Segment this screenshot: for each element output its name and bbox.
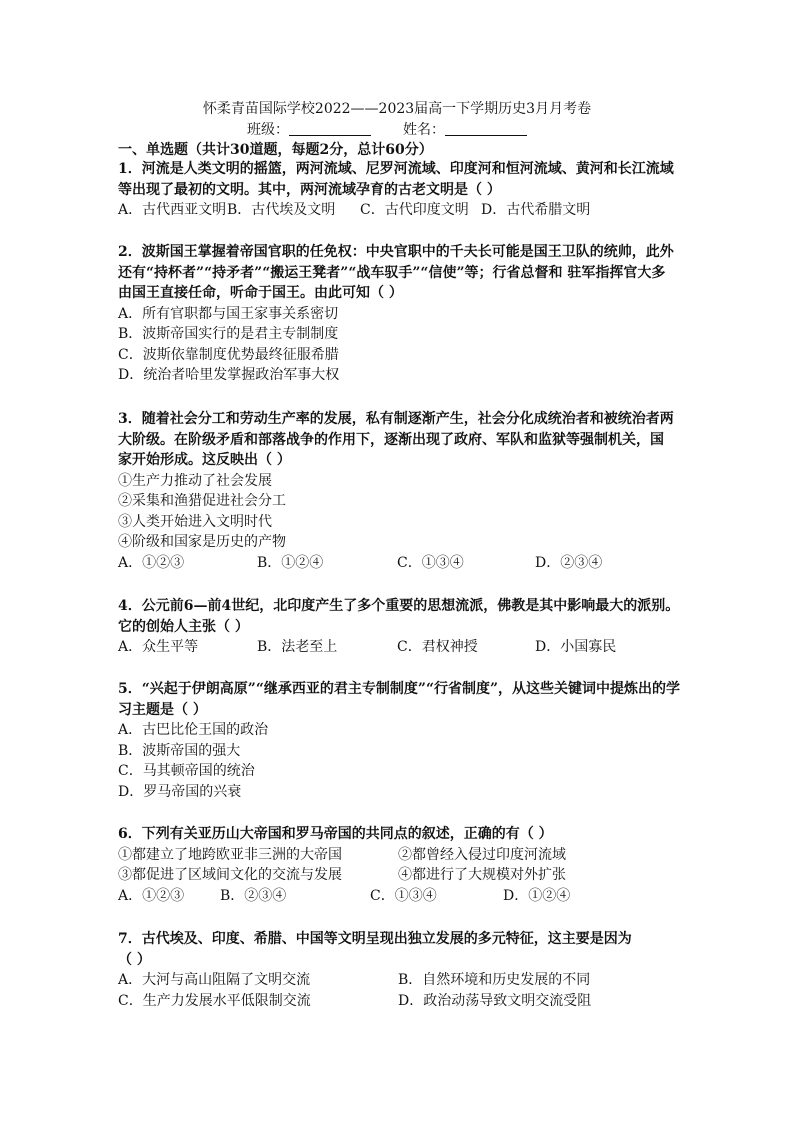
option-c[interactable]: C．①③④ (370, 887, 437, 904)
section-heading: 一、单选题（共计30道题，每题2分，总计60分） (118, 142, 433, 158)
statement-row (118, 845, 688, 866)
option-row (118, 970, 688, 991)
question-stem: 2．波斯国王掌握着帝国官职的任免权：中央官职中的千夫长可能是国王卫队的统帅，此外 还有“持杯者”“持矛者”“搬运王凳者”“战车驭手”“信使”等；行省总督和 驻军指挥官大多 由国王直接任命，听命于国王。由此可知（ ） (118, 244, 674, 301)
option-c[interactable]: C．古代印度文明 (360, 202, 469, 218)
option-b[interactable]: B．古代埃及文明 (227, 202, 336, 218)
question-7 (118, 929, 688, 1011)
option-d[interactable]: D．②③④ (535, 554, 603, 571)
option-d[interactable]: D．统治者哈里发掌握政治军事大权 (118, 367, 340, 383)
option-d[interactable]: D．小国寡民 (535, 639, 617, 655)
statement-1: ①都建立了地跨欧亚非三洲的大帝国 (118, 846, 342, 863)
option-a[interactable]: A．古巴比伦王国的政治 (118, 722, 269, 738)
statement-3: ③都促进了区域间文化的交流与发展 (118, 867, 342, 883)
option-a[interactable]: A．大河与高山阻隔了文明交流 (118, 972, 311, 988)
question-stem: 1．河流是人类文明的摇篮，两河流域、尼罗河流域、印度河和恒河流域、黄河和长江流域 等出现了最初的文明。其中，两河流域孕育的古老文明是（ ） (118, 161, 674, 198)
exam-title: 怀柔青苗国际学校2022——2023届高一下学期历史3月月考卷 (202, 101, 592, 117)
name-blank[interactable] (445, 121, 527, 136)
option-b[interactable]: B．自然环境和历史发展的不同 (398, 972, 591, 988)
question-stem: 3．随着社会分工和劳动生产率的发展，私有制逐渐产生，社会分化成统治者和被统治者两 大阶级。在阶级矛盾和部落战争的作用下，逐渐出现了政府、军队和监狱等强制机关，国 家开始形成。这反映出（ ） (118, 411, 674, 468)
option-row (118, 553, 688, 574)
option-d[interactable]: D．①②④ (503, 887, 571, 904)
class-label: 班级： (247, 122, 289, 138)
option-b[interactable]: B．①②④ (257, 554, 324, 571)
option-b[interactable]: B．②③④ (220, 887, 287, 904)
question-5 (118, 679, 688, 802)
statement-row (118, 865, 688, 886)
statement-1: ①生产力推动了社会发展 (118, 472, 272, 489)
option-c[interactable]: C．①③④ (397, 554, 464, 571)
option-c[interactable]: C．马其顿帝国的统治 (118, 763, 255, 779)
option-row (118, 886, 688, 907)
option-a[interactable]: A．①②③ (118, 887, 185, 904)
option-a[interactable]: A．所有官职都与国王家事关系密切 (118, 305, 339, 322)
option-b[interactable]: B．波斯帝国的强大 (118, 742, 241, 759)
statement-4: ④都进行了大规模对外扩张 (398, 867, 566, 883)
statement-3: ③人类开始进入文明时代 (118, 513, 272, 530)
option-d[interactable]: D．政治动荡导致文明交流受阻 (398, 992, 592, 1009)
option-a[interactable]: A．古代西亚文明 (118, 202, 227, 218)
student-info-line (247, 119, 533, 139)
option-c[interactable]: C．波斯依靠制度优势最终征服希腊 (118, 346, 339, 363)
name-label: 姓名： (403, 122, 445, 138)
option-a[interactable]: A．①②③ (118, 554, 185, 571)
option-c[interactable]: C．生产力发展水平低限制交流 (118, 992, 311, 1009)
option-d[interactable]: D．古代希腊文明 (481, 202, 591, 218)
option-row (118, 637, 688, 658)
option-c[interactable]: C．君权神授 (397, 639, 478, 655)
option-row (118, 200, 688, 221)
question-stem: 7．古代埃及、印度、希腊、中国等文明呈现出独立发展的多元特征，这主要是因为 （ ） (118, 931, 632, 968)
option-d[interactable]: D．罗马帝国的兴衰 (118, 783, 242, 800)
class-blank[interactable] (289, 121, 371, 136)
question-6 (118, 824, 688, 906)
question-stem: 5．“兴起于伊朗高原”“继承西亚的君主专制制度”“行省制度”，从这些关键词中提炼出的学 习主题是（ ） (118, 681, 681, 718)
question-4 (118, 596, 688, 658)
statement-4: ④阶级和国家是历史的产物 (118, 534, 286, 550)
statement-2: ②都曾经入侵过印度河流域 (398, 846, 566, 863)
question-3 (118, 409, 688, 573)
option-row (118, 991, 688, 1012)
option-b[interactable]: B．波斯帝国实行的是君主专制制度 (118, 326, 339, 342)
option-b[interactable]: B．法老至上 (257, 639, 338, 655)
option-a[interactable]: A．众生平等 (118, 639, 199, 655)
question-1 (118, 159, 688, 221)
statement-2: ②采集和渔猎促进社会分工 (118, 493, 286, 509)
question-stem: 6．下列有关亚历山大帝国和罗马帝国的共同点的叙述，正确的有（ ） (118, 826, 553, 842)
question-2 (118, 242, 688, 386)
question-stem: 4．公元前6—前4世纪，北印度产生了多个重要的思想流派，佛教是其中影响最大的派别。 它的创始人主张（ ） (118, 598, 680, 635)
